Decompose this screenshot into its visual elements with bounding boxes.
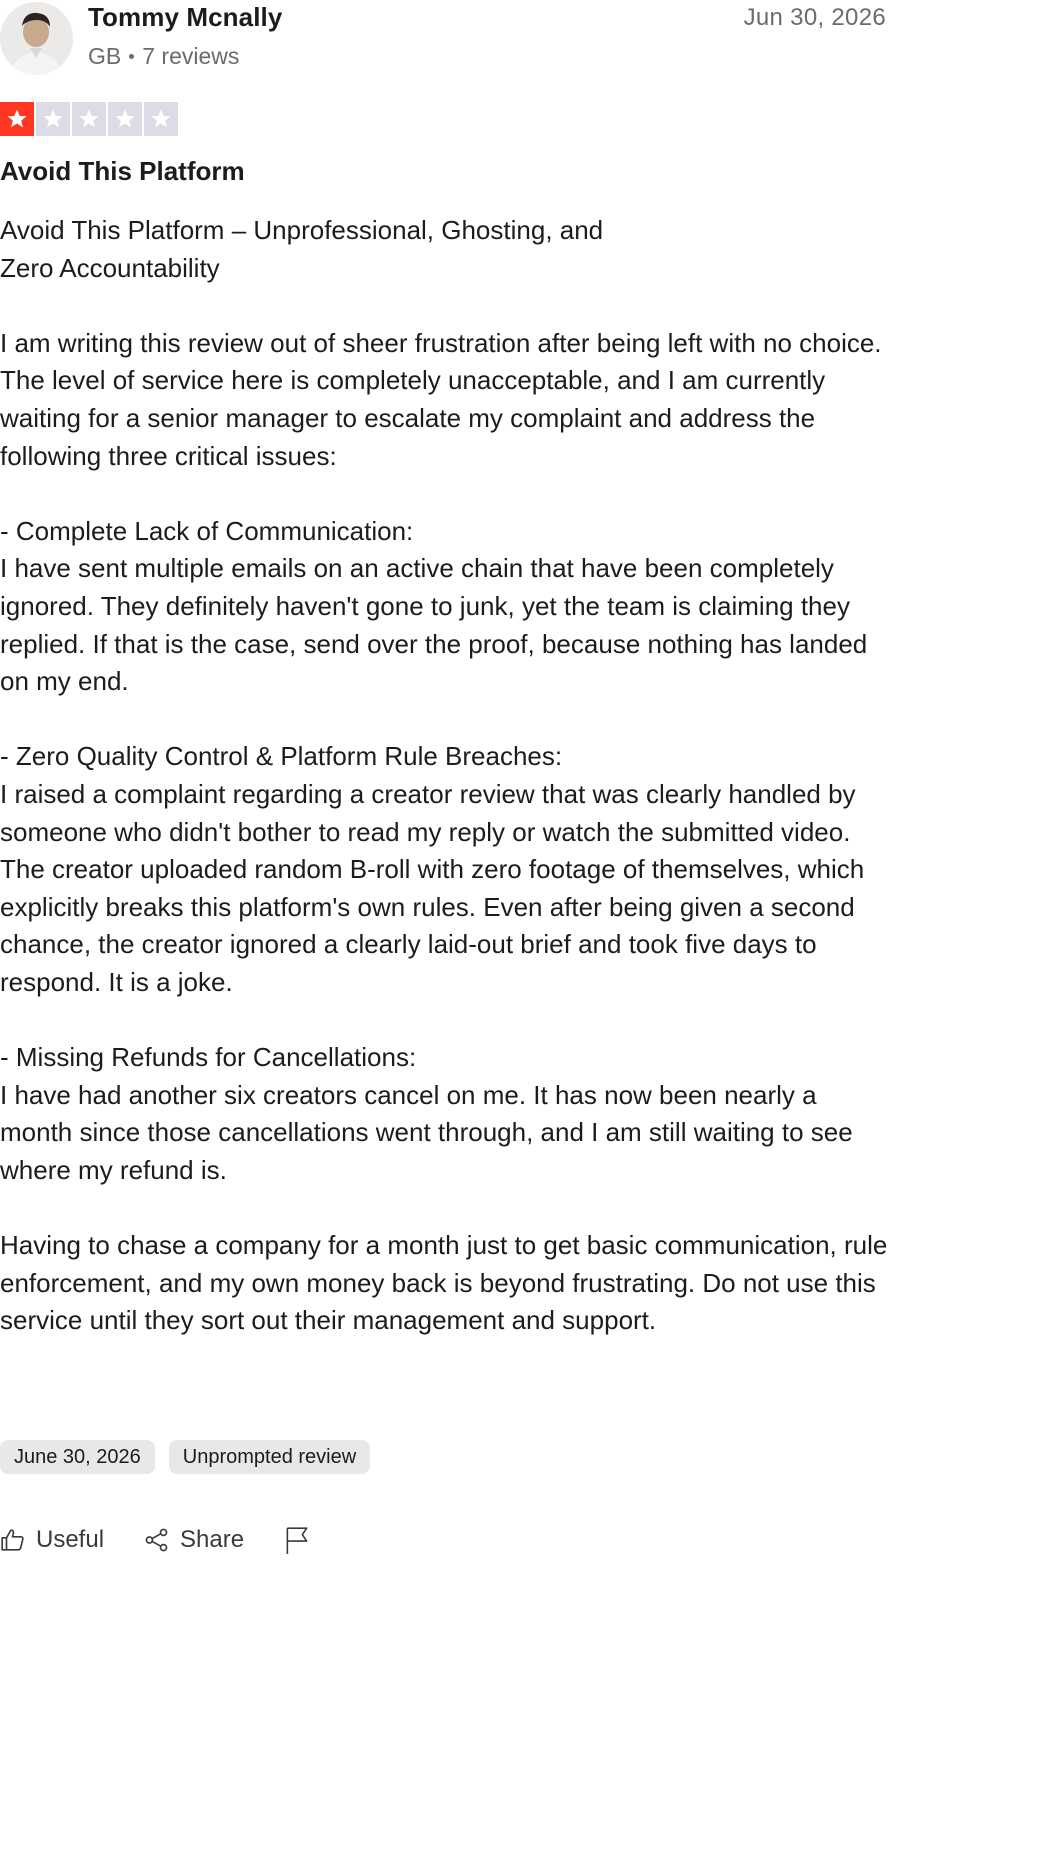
thumbs-up-icon — [0, 1527, 26, 1553]
review-paragraph: - Missing Refunds for Cancellations: I have had another six creators cancel on me. It has now been nearly a month since those cancellations went through, and I am still waiting to see where my refund is. — [0, 1042, 853, 1185]
review-type-badge[interactable]: Unprompted review — [169, 1440, 370, 1474]
share-icon — [144, 1527, 170, 1553]
review-title: Avoid This Platform — [0, 156, 245, 186]
avatar-photo-icon — [0, 2, 73, 75]
experience-date-badge: June 30, 2026 — [0, 1440, 155, 1474]
reviewer-avatar[interactable] — [0, 2, 73, 75]
review-date: Jun 30, 2026 — [743, 4, 886, 31]
share-button[interactable] — [144, 1526, 244, 1554]
star-filled-icon — [0, 102, 34, 136]
review-paragraph: Avoid This Platform – Unprofessional, Ghosting, and Zero Accountability — [0, 215, 604, 283]
star-empty-icon — [72, 102, 106, 136]
reviewer-review-count: 7 reviews — [142, 43, 240, 69]
review-actions — [0, 1520, 310, 1560]
share-label: Share — [180, 1526, 245, 1553]
review-paragraph: Having to chase a company for a month just to get basic communication, rule enforcement, and my own money back is beyond frustrating. Do not use this service until they sort out their management and support. — [0, 1230, 888, 1336]
star-empty-icon — [144, 102, 178, 136]
reviewer-country: GB — [88, 43, 122, 69]
review-body — [0, 212, 888, 1377]
review-paragraph: I am writing this review out of sheer frustration after being left with no choice. The level of service here is completely unacceptable, and I am currently waiting for a senior manager to escalate my complaint and address the following three critical issues: — [0, 327, 882, 471]
flag-icon — [284, 1525, 310, 1555]
review-paragraph: - Complete Lack of Communication: I have sent multiple emails on an active chain that have been completely ignored. They definitely haven't gone to junk, yet the team is claiming they replied. If that is the case, send over the proof, because nothing has landed on my end. — [0, 515, 868, 697]
report-button[interactable] — [284, 1525, 310, 1555]
reviewer-meta — [88, 43, 239, 70]
useful-button[interactable] — [0, 1526, 104, 1554]
separator-dot — [129, 54, 134, 59]
reviewer-name[interactable]: Tommy Mcnally — [88, 2, 283, 32]
useful-label: Useful — [36, 1526, 105, 1553]
review-header — [0, 0, 890, 100]
star-empty-icon — [108, 102, 142, 136]
star-empty-icon — [36, 102, 70, 136]
review-paragraph: - Zero Quality Control & Platform Rule Breaches: I raised a complaint regarding a creator review that was clearly handled by someone who didn't bother to read my reply or watch the submitted video. The creator uploaded random B-roll with zero footage of themselves, which explicitly breaks this platform's own rules. Even after being given a second chance, the creator ignored a clearly laid-out brief and took five days to respond. It is a joke. — [0, 741, 865, 997]
star-rating — [0, 102, 178, 136]
review-tags — [0, 1440, 370, 1474]
